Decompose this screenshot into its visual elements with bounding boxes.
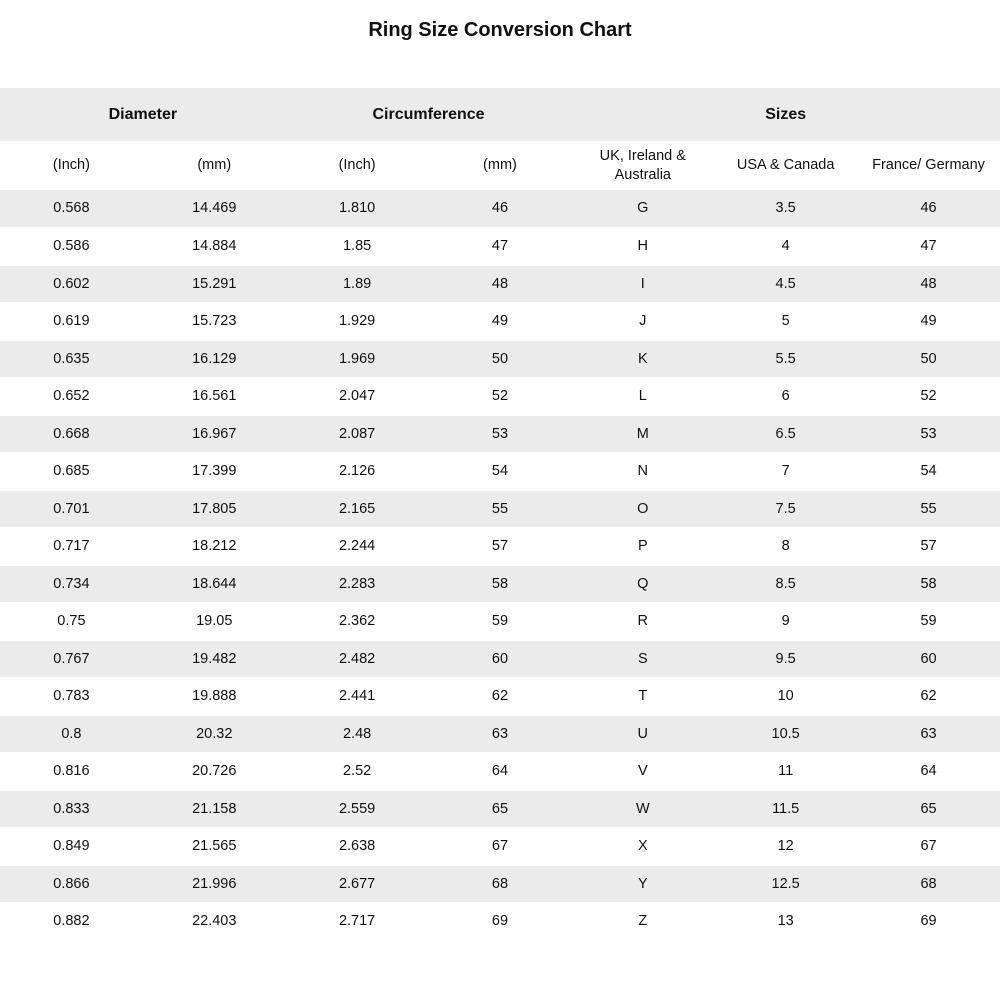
cell: 65	[857, 790, 1000, 828]
cell: S	[571, 640, 714, 678]
cell: 67	[857, 828, 1000, 866]
column-header-row	[0, 141, 1000, 190]
cell: 48	[857, 265, 1000, 303]
cell: 15.291	[143, 265, 286, 303]
cell: 13	[714, 903, 857, 941]
cell: 0.849	[0, 828, 143, 866]
table-row	[0, 715, 1000, 753]
cell: W	[571, 790, 714, 828]
cell: 14.884	[143, 228, 286, 266]
cell: 19.482	[143, 640, 286, 678]
cell: 18.212	[143, 528, 286, 566]
cell: 16.129	[143, 340, 286, 378]
cell: 6.5	[714, 415, 857, 453]
cell: 2.087	[286, 415, 429, 453]
cell: 12	[714, 828, 857, 866]
cell: 0.783	[0, 678, 143, 716]
cell: 50	[857, 340, 1000, 378]
cell: 55	[429, 490, 572, 528]
table-row	[0, 828, 1000, 866]
cell: 7.5	[714, 490, 857, 528]
cell: 49	[857, 303, 1000, 341]
cell: L	[571, 378, 714, 416]
cell: 1.89	[286, 265, 429, 303]
cell: 4	[714, 228, 857, 266]
cell: 18.644	[143, 565, 286, 603]
cell: 69	[429, 903, 572, 941]
cell: 0.816	[0, 753, 143, 791]
cell: 5.5	[714, 340, 857, 378]
cell: 0.882	[0, 903, 143, 941]
cell: 58	[429, 565, 572, 603]
cell: 10	[714, 678, 857, 716]
cell: 17.399	[143, 453, 286, 491]
cell: 1.85	[286, 228, 429, 266]
cell: 20.726	[143, 753, 286, 791]
table-row	[0, 790, 1000, 828]
table-row	[0, 528, 1000, 566]
cell: 2.165	[286, 490, 429, 528]
table-row	[0, 640, 1000, 678]
cell: 0.568	[0, 190, 143, 228]
cell: 63	[857, 715, 1000, 753]
cell: 2.717	[286, 903, 429, 941]
cell: X	[571, 828, 714, 866]
cell: 4.5	[714, 265, 857, 303]
cell: 68	[429, 865, 572, 903]
cell: U	[571, 715, 714, 753]
cell: 0.668	[0, 415, 143, 453]
cell: Q	[571, 565, 714, 603]
table-row	[0, 303, 1000, 341]
cell: 47	[857, 228, 1000, 266]
cell: 16.561	[143, 378, 286, 416]
cell: 3.5	[714, 190, 857, 228]
table-row	[0, 865, 1000, 903]
cell: P	[571, 528, 714, 566]
table-row	[0, 340, 1000, 378]
cell: 50	[429, 340, 572, 378]
table-row	[0, 228, 1000, 266]
cell: 22.403	[143, 903, 286, 941]
cell: G	[571, 190, 714, 228]
cell: T	[571, 678, 714, 716]
cell: 15.723	[143, 303, 286, 341]
cell: 62	[429, 678, 572, 716]
cell: 21.565	[143, 828, 286, 866]
cell: 2.441	[286, 678, 429, 716]
cell: 64	[429, 753, 572, 791]
cell: 0.8	[0, 715, 143, 753]
table-row	[0, 265, 1000, 303]
cell: 2.482	[286, 640, 429, 678]
cell: 60	[857, 640, 1000, 678]
cell: 0.635	[0, 340, 143, 378]
cell: 2.48	[286, 715, 429, 753]
cell: Z	[571, 903, 714, 941]
cell: 17.805	[143, 490, 286, 528]
cell: 0.75	[0, 603, 143, 641]
cell: 19.05	[143, 603, 286, 641]
cell: 0.734	[0, 565, 143, 603]
column-header-2: (Inch)	[286, 141, 429, 190]
table-row	[0, 453, 1000, 491]
cell: 0.586	[0, 228, 143, 266]
cell: V	[571, 753, 714, 791]
cell: 68	[857, 865, 1000, 903]
cell: 49	[429, 303, 572, 341]
column-header-4: UK, Ireland & Australia	[571, 141, 714, 190]
table-row	[0, 753, 1000, 791]
table-row	[0, 415, 1000, 453]
table-row	[0, 378, 1000, 416]
table-row	[0, 678, 1000, 716]
cell: M	[571, 415, 714, 453]
cell: 46	[429, 190, 572, 228]
column-header-5: USA & Canada	[714, 141, 857, 190]
cell: 14.469	[143, 190, 286, 228]
cell: 1.810	[286, 190, 429, 228]
ring-size-table	[0, 88, 1000, 941]
column-header-0: (Inch)	[0, 141, 143, 190]
cell: 53	[857, 415, 1000, 453]
cell: 59	[429, 603, 572, 641]
cell: 0.767	[0, 640, 143, 678]
cell: K	[571, 340, 714, 378]
page-title: Ring Size Conversion Chart	[368, 19, 632, 41]
table-row	[0, 603, 1000, 641]
cell: 47	[429, 228, 572, 266]
cell: 2.047	[286, 378, 429, 416]
cell: 2.126	[286, 453, 429, 491]
cell: 2.362	[286, 603, 429, 641]
cell: 7	[714, 453, 857, 491]
cell: 60	[429, 640, 572, 678]
group-header-diameter: Diameter	[0, 88, 286, 141]
cell: 5	[714, 303, 857, 341]
cell: 10.5	[714, 715, 857, 753]
cell: 0.602	[0, 265, 143, 303]
cell: 1.969	[286, 340, 429, 378]
table-row	[0, 565, 1000, 603]
column-header-6: France/ Germany	[857, 141, 1000, 190]
cell: 2.244	[286, 528, 429, 566]
column-header-1: (mm)	[143, 141, 286, 190]
table-body	[0, 190, 1000, 940]
cell: 21.996	[143, 865, 286, 903]
cell: Y	[571, 865, 714, 903]
cell: 57	[857, 528, 1000, 566]
cell: 48	[429, 265, 572, 303]
cell: 53	[429, 415, 572, 453]
cell: 0.701	[0, 490, 143, 528]
table-row	[0, 490, 1000, 528]
cell: J	[571, 303, 714, 341]
cell: 0.866	[0, 865, 143, 903]
cell: 2.559	[286, 790, 429, 828]
cell: R	[571, 603, 714, 641]
cell: 54	[857, 453, 1000, 491]
cell: 52	[857, 378, 1000, 416]
cell: 57	[429, 528, 572, 566]
cell: 58	[857, 565, 1000, 603]
group-header-sizes: Sizes	[571, 88, 1000, 141]
cell: 0.619	[0, 303, 143, 341]
cell: 63	[429, 715, 572, 753]
cell: 2.52	[286, 753, 429, 791]
cell: 16.967	[143, 415, 286, 453]
cell: O	[571, 490, 714, 528]
table-row	[0, 190, 1000, 228]
cell: H	[571, 228, 714, 266]
cell: 62	[857, 678, 1000, 716]
group-header-circumference: Circumference	[286, 88, 572, 141]
cell: 69	[857, 903, 1000, 941]
cell: 52	[429, 378, 572, 416]
cell: 2.638	[286, 828, 429, 866]
cell: 11	[714, 753, 857, 791]
cell: 67	[429, 828, 572, 866]
cell: 9.5	[714, 640, 857, 678]
cell: 55	[857, 490, 1000, 528]
cell: 6	[714, 378, 857, 416]
cell: 9	[714, 603, 857, 641]
cell: 0.652	[0, 378, 143, 416]
cell: 59	[857, 603, 1000, 641]
cell: 19.888	[143, 678, 286, 716]
cell: I	[571, 265, 714, 303]
cell: 64	[857, 753, 1000, 791]
column-header-3: (mm)	[429, 141, 572, 190]
group-header-row	[0, 88, 1000, 141]
cell: 2.677	[286, 865, 429, 903]
cell: 21.158	[143, 790, 286, 828]
cell: 12.5	[714, 865, 857, 903]
cell: 0.685	[0, 453, 143, 491]
table-header	[0, 88, 1000, 190]
cell: 54	[429, 453, 572, 491]
cell: 46	[857, 190, 1000, 228]
cell: 0.833	[0, 790, 143, 828]
cell: 1.929	[286, 303, 429, 341]
cell: 65	[429, 790, 572, 828]
cell: 2.283	[286, 565, 429, 603]
cell: 8	[714, 528, 857, 566]
cell: 20.32	[143, 715, 286, 753]
cell: 0.717	[0, 528, 143, 566]
cell: N	[571, 453, 714, 491]
cell: 11.5	[714, 790, 857, 828]
table-row	[0, 903, 1000, 941]
cell: 8.5	[714, 565, 857, 603]
